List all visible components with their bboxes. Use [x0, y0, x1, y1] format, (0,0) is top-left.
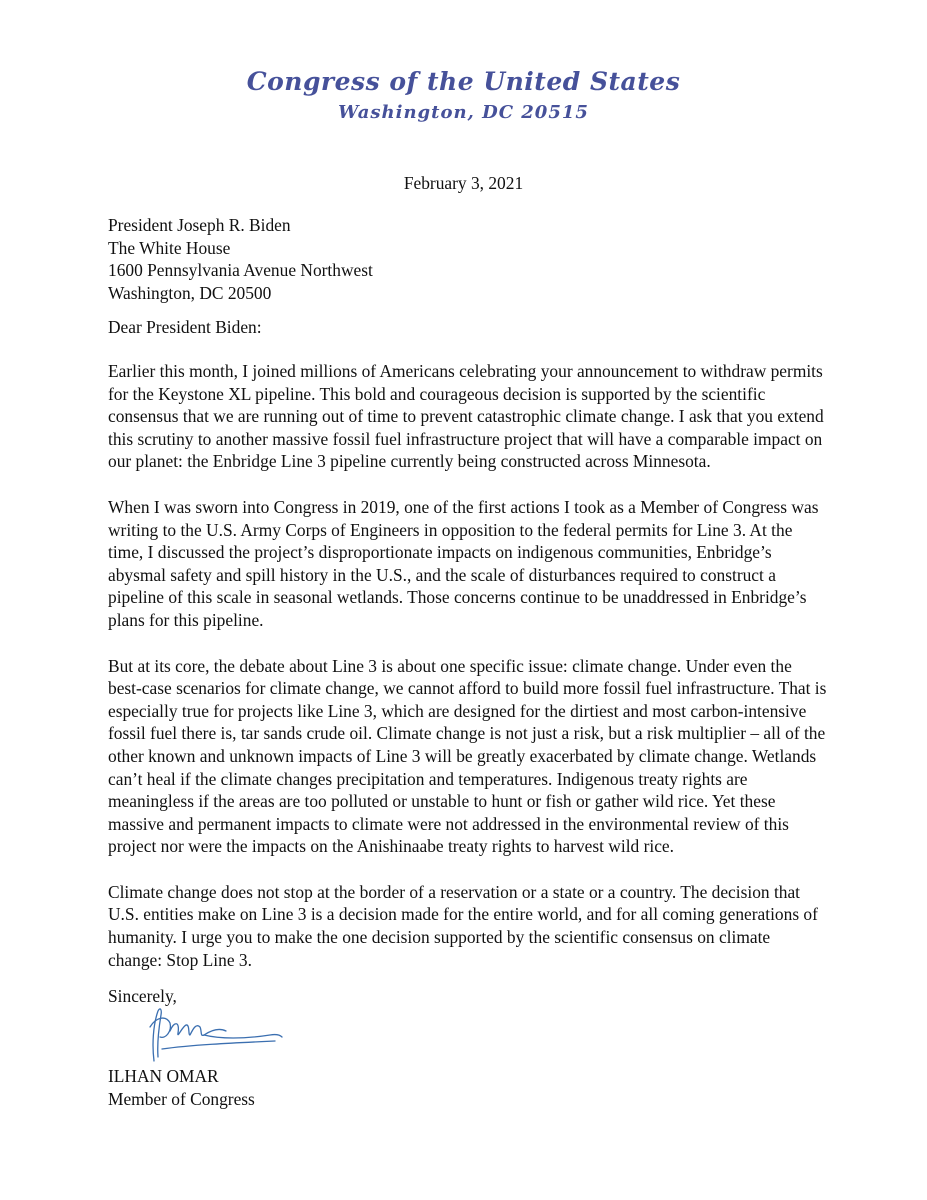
letter-body [108, 360, 828, 994]
body-paragraph: Climate change does not stop at the border of a reservation or a state or a country. The decision that U.S. entities make on Line 3 is a decision made for the entire world, and for all coming generations of humanity. I urge you to make the one decision supported by the scientific consensus on climate change: Stop Line 3. [108, 881, 818, 970]
letter-date: February 3, 2021 [403, 173, 524, 193]
body-paragraph: Earlier this month, I joined millions of Americans celebrating your announcement to withdraw permits for the Keystone XL pipeline. This bold and courageous decision is supported by the scientific consensus that we are running out of time to prevent catastrophic climate change. I ask that you extend this scrutiny to another massive fossil fuel infrastructure project that will have a comparable impact on our planet: the Enbridge Line 3 pipeline currently being constructed across Minnesota. [108, 361, 824, 472]
letterhead [0, 62, 927, 124]
letterhead-title: Congress of the United States [246, 67, 681, 96]
signer-title: Member of Congress [108, 1088, 255, 1109]
recipient-name: President Joseph R. Biden [108, 215, 291, 235]
body-paragraph: When I was sworn into Congress in 2019, one of the first actions I took as a Member of Congress was writing to the U.S. Army Corps of Engineers in opposition to the federal permits for Line 3. At the time, I discussed the project’s disproportionate impacts on indigenous communities, Enbridge’s abysmal safety and spill history in the U.S., and the scale of disturbances required to construct a pipeline of this scale in seasonal wetlands. Those concerns continue to be unaddressed in Enbridge’s plans for this pipeline. [108, 496, 819, 630]
signature-block [108, 1065, 828, 1110]
closing: Sincerely, [108, 986, 177, 1006]
recipient-city: Washington, DC 20500 [108, 282, 272, 303]
signer-name: ILHAN OMAR [108, 1066, 219, 1086]
handwritten-signature [140, 1005, 285, 1065]
recipient-street: 1600 Pennsylvania Avenue Northwest [108, 260, 373, 281]
recipient-address [108, 214, 828, 304]
letterhead-address: Washington, DC 20515 [338, 102, 589, 123]
salutation: Dear President Biden: [108, 317, 262, 337]
body-paragraph: But at its core, the debate about Line 3 is about one specific issue: climate change. Under even the best-case scenarios for climate change, we cannot afford to build more fossil fuel infrastructure. That is especially true for projects like Line 3, which are designed for the dirtiest and most carbon-intensive fossil fuel there is, tar sands crude oil. Climate change is not just a risk, but a risk multiplier – all of the other known and unknown impacts of Line 3 will be greatly exacerbated by climate change. Wetlands can’t heal if the climate changes precipitation and temperatures. Indigenous treaty rights are meaningless if the areas are too polluted or unstable to hunt or fish or gather wild rice. Yet these massive and permanent impacts to climate were not addressed in the environmental review of this project nor were the impacts on the Anishinaabe treaty rights to harvest wild rice. [108, 655, 827, 857]
recipient-org: The White House [108, 237, 231, 258]
